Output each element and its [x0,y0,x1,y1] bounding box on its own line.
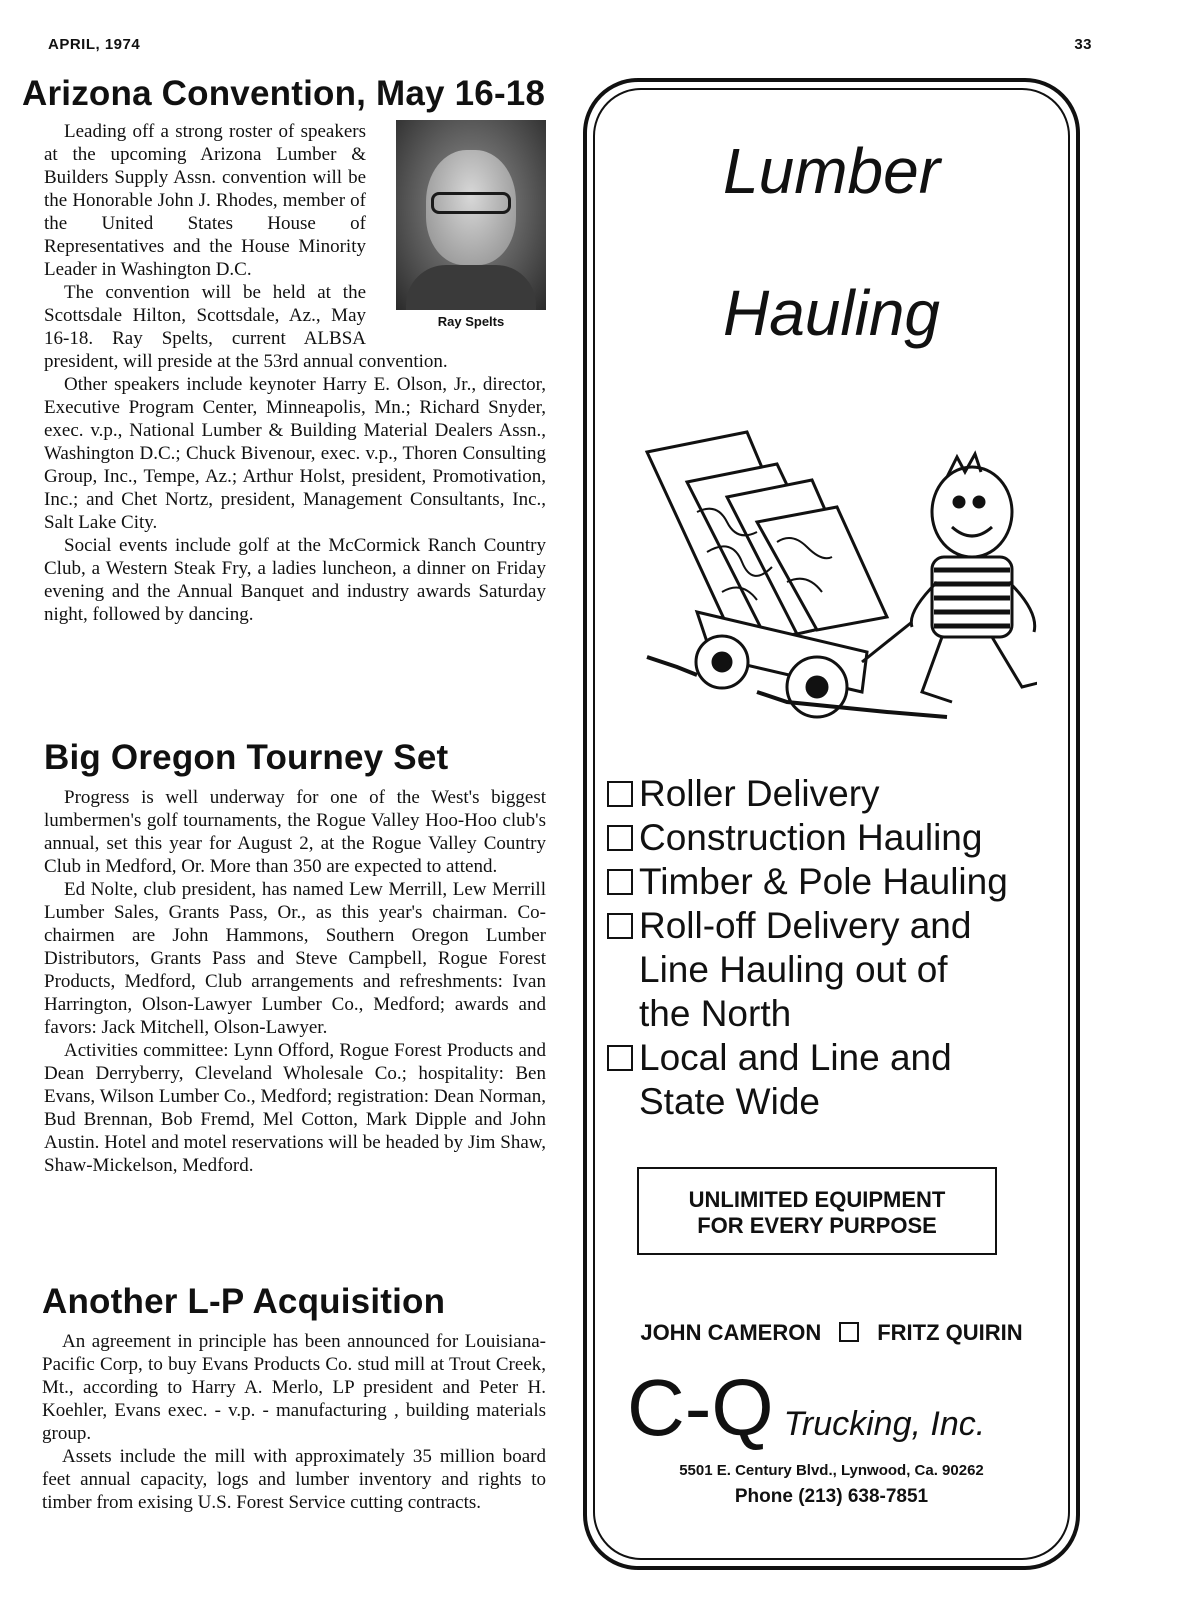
equipment-callout: UNLIMITED EQUIPMENT FOR EVERY PURPOSE [637,1167,997,1255]
wagon-boy-illustration [637,422,1037,722]
ad-title-line2: Hauling [722,277,941,349]
article3-headline: Another L-P Acquisition [42,1282,446,1321]
service-item: Roll-off Delivery and Line Hauling out of the North [607,904,1008,1036]
article1-paragraph: Social events include golf at the McCormick Ranch Country Club, a Western Steak Fry, a ladies luncheon, a dinner on Friday evening and the Annual Banquet and industry awards Saturday night, followed by dancing. [44,535,546,625]
company-phone: Phone (213) 638-7851 [734,1486,929,1507]
article1-paragraph: Other speakers include keynoter Harry E. Olson, Jr., director, Executive Program Center, Minneapolis, Mn.; Richard Snyder, exec. v.p., National Lumber & Building Material Dealers Assn., Washington D.C.; Chuck Bivenour, exec. v.p., Thoren Consulting Group, Inc., Tempe, Az.; Arthur Holst, president, Promotivation, Inc.; and Chet Nortz, president, Management Consultants, Inc., Salt Lake City. [44,374,546,533]
company-address: 5501 E. Century Blvd., Lynwood, Ca. 90262 [679,1462,984,1479]
cq-trucking-advertisement [583,78,1080,1570]
ad-title-line1: Lumber [723,135,940,207]
issue-date: APRIL, 1974 [48,36,141,53]
article2-paragraph: Progress is well underway for one of the West's biggest lumbermen's golf tournaments, the Rogue Valley Hoo-Hoo club's annual, set this year for August 2, at the Rogue Valley Country Club in Medford, Or. More than 350 are expected to attend. [44,787,546,877]
service-item: Timber & Pole Hauling [607,860,1008,904]
checkbox-icon [839,1322,859,1342]
page-number: 33 [1074,36,1092,53]
article1-headline: Arizona Convention, May 16-18 [22,74,546,113]
owner-names: JOHN CAMERON FRITZ QUIRIN [640,1320,1023,1345]
article1-body [44,120,546,626]
article1-paragraph: Leading off a strong roster of speakers at the upcoming Arizona Lumber & Builders Supply Assn. convention will be the Honorable John J. Rhodes, member of the United States House of Representatives and the House Minority Leader in Washington D.C. [44,121,366,280]
service-item: Roller Delivery [607,772,1008,816]
service-item: Local and Line and State Wide [607,1036,1008,1124]
article3-paragraph: Assets include the mill with approximately 35 million board feet annual capacity, logs and lumber inventory and rights to timber from exising U.S. Forest Service cutting contracts. [42,1446,546,1513]
article3-body [42,1330,546,1514]
article2-headline: Big Oregon Tourney Set [44,738,449,777]
checkbox-icon [607,1045,633,1071]
service-list [607,772,1008,1124]
service-item: Construction Hauling [607,816,1008,860]
company-logo: C-Q Trucking, Inc. [627,1363,986,1452]
article2-paragraph: Activities committee: Lynn Offord, Rogue Forest Products and Dean Derryberry, Cleveland Wholesale Co.; hospitality: Ben Evans, Wilson Lumber Co., Medford; registration: Dean Norman, Bud Brennan, Bob Fremd, Mel Cotton, Mark Dipple and John Austin. Hotel and motel reservations will be headed by Jim Shaw, Shaw-Mickelson, Medford. [44,1040,546,1176]
photo-ray-spelts [396,120,546,330]
article2-body [44,786,546,1177]
checkbox-icon [607,913,633,939]
article3-paragraph: An agreement in principle has been announced for Louisiana-Pacific Corp, to buy Evans Products Co. stud mill at Trout Creek, Mt., according to Harry A. Merlo, LP president and Peter H. Koehler, Evans exec. - v.p. - manufacturing , building materials group. [42,1331,546,1444]
checkbox-icon [607,781,633,807]
checkbox-icon [607,869,633,895]
article1-paragraph: The convention will be held at the Scottsdale Hilton, Scottsdale, Az., May 16-18. Ray Spelts, current ALBSA president, will preside at the 53rd annual convention. [44,282,448,372]
photo-caption: Ray Spelts [437,314,505,329]
portrait-image [396,120,546,310]
article2-paragraph: Ed Nolte, club president, has named Lew Merrill, Lew Merrill Lumber Sales, Grants Pass, Or., as this year's chairman. Co-chairmen are John Hammons, Southern Oregon Lumber Distributors, Grants Pass and Steve Campbell, Rogue Forest Products, Medford, Club arrangements and refreshments: Ivan Harrington, Olson-Lawyer Lumber Co., Medford; awards and favors: Jack Mitchell, Olson-Lawyer. [44,879,546,1038]
checkbox-icon [607,825,633,851]
